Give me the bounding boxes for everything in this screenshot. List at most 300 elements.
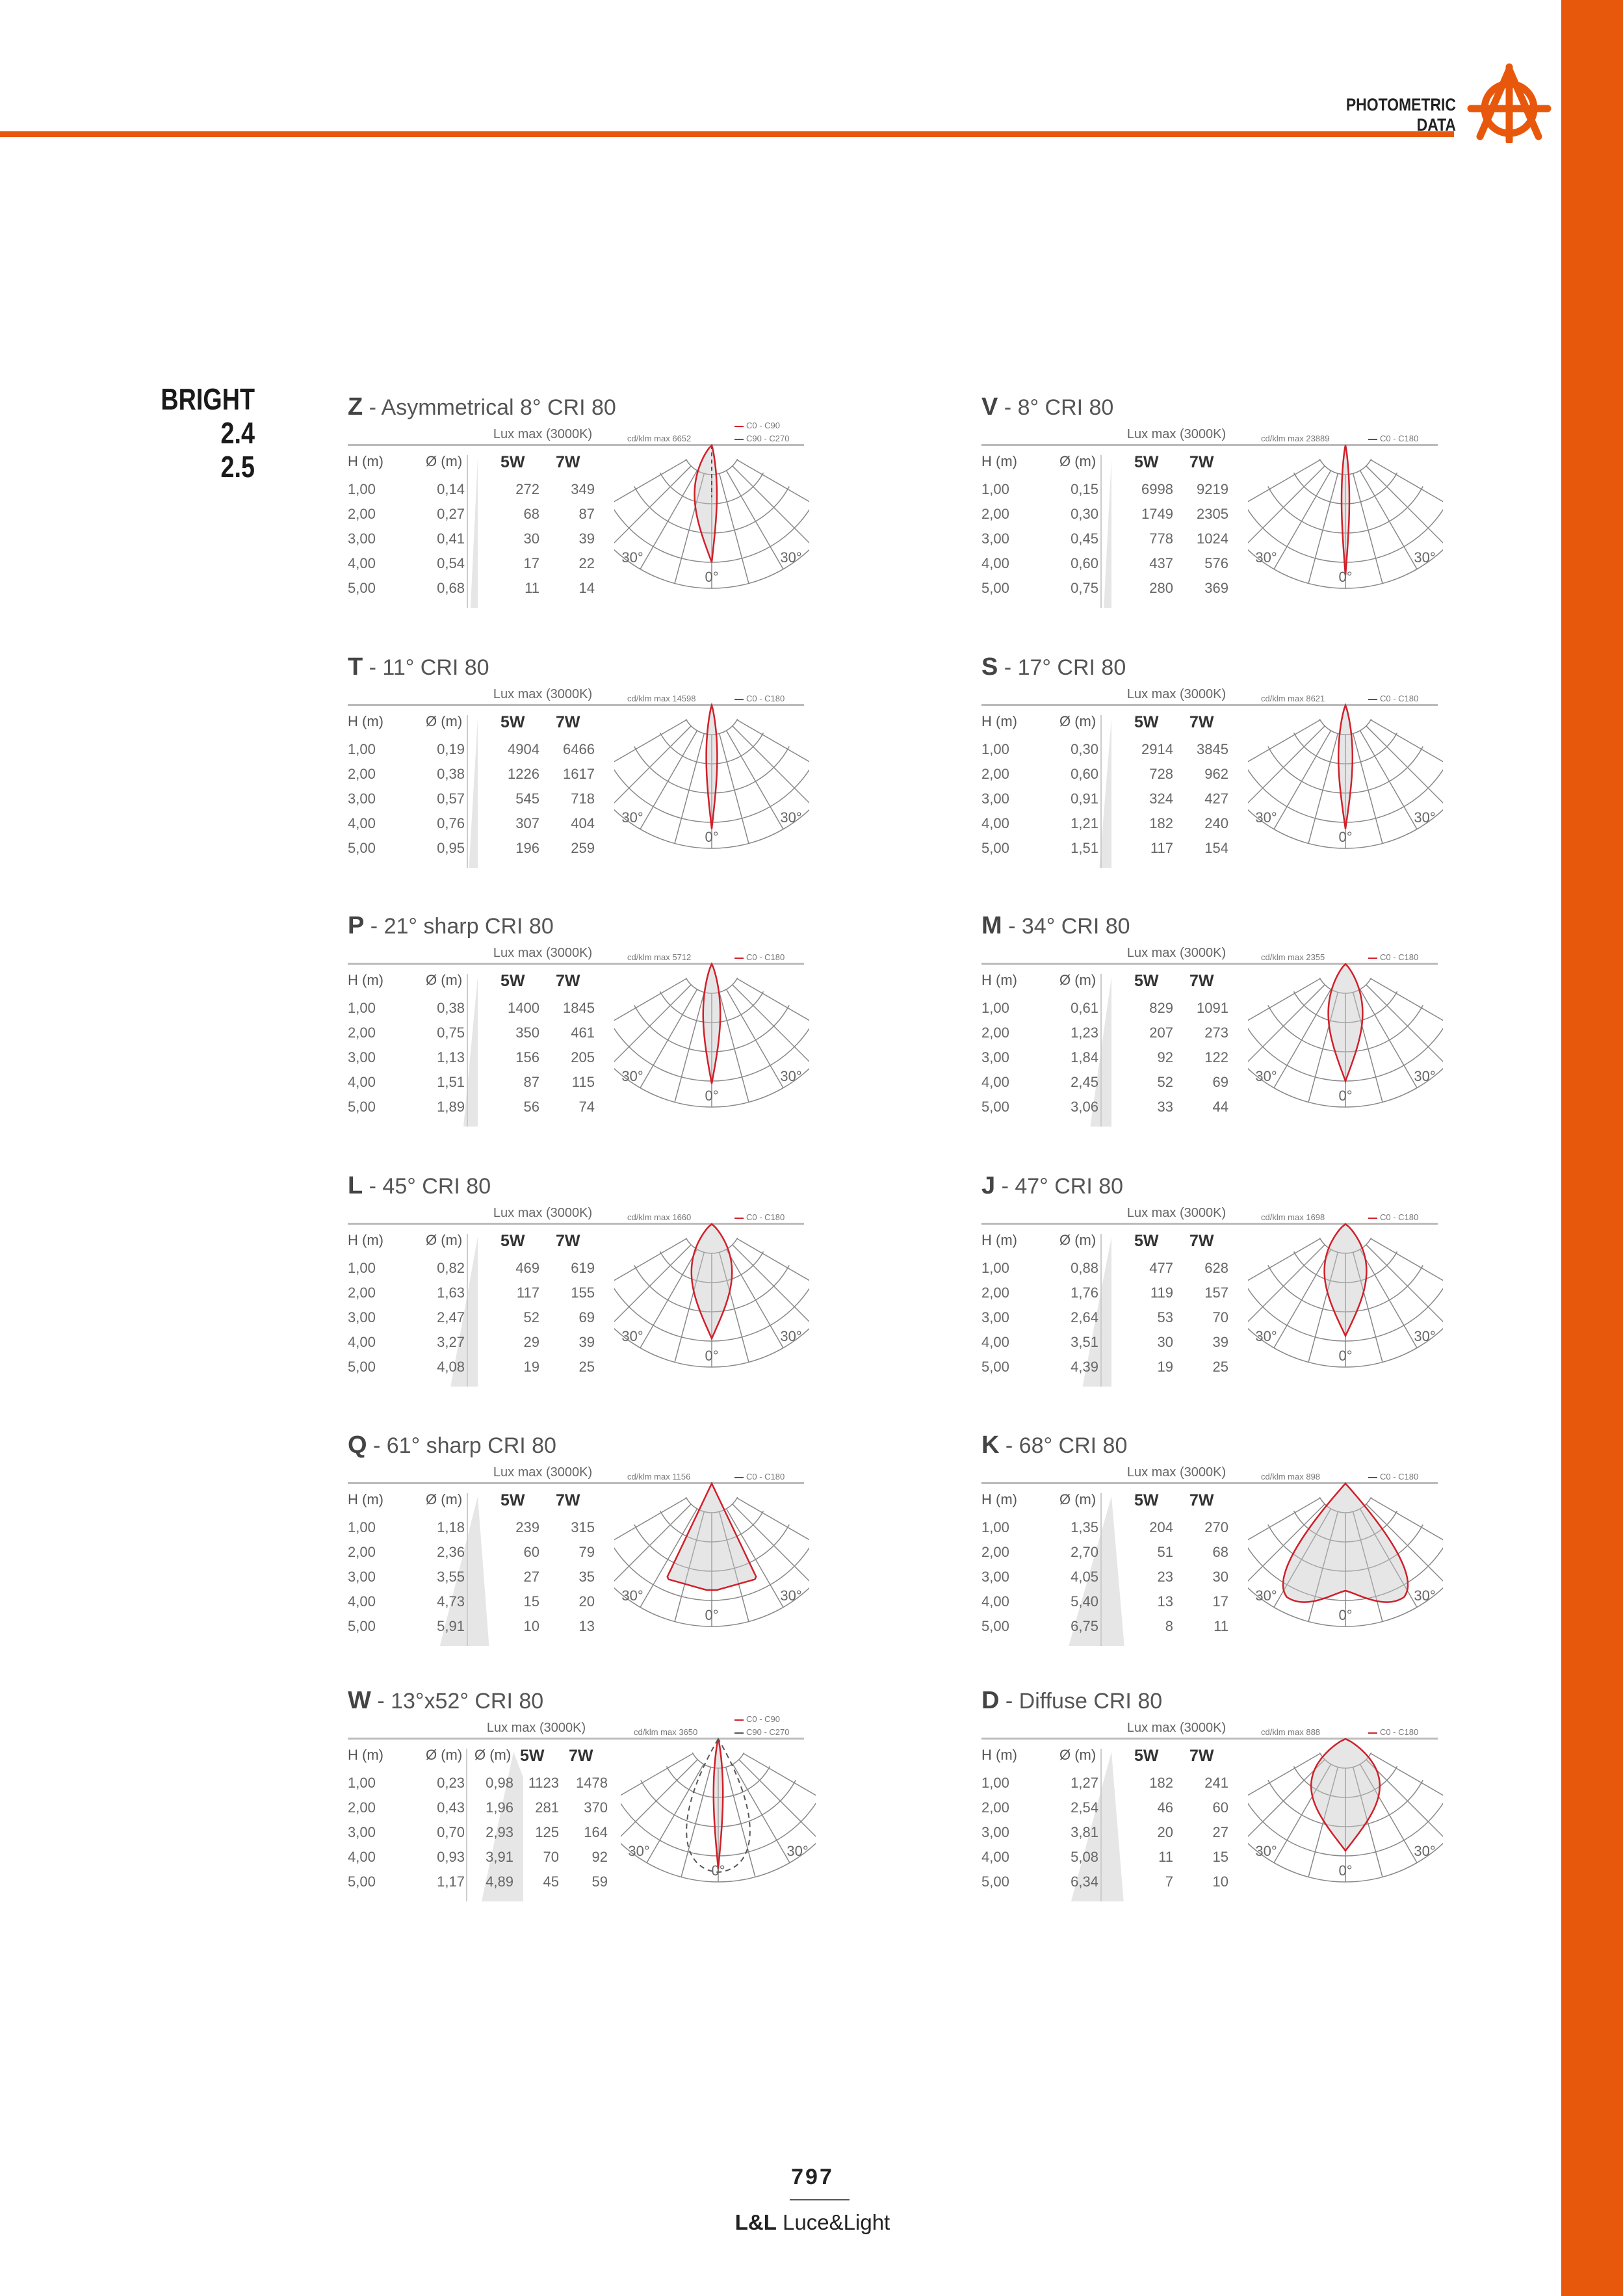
table-cell: 1,00	[981, 1519, 1009, 1535]
table-divider	[1100, 1234, 1102, 1387]
photometric-block-t	[348, 653, 842, 874]
table-cell: 20	[1157, 1824, 1173, 1840]
header-cell: 5W	[500, 1491, 525, 1509]
table-cell: 4,00	[348, 555, 376, 571]
table-cell: 0,91	[1071, 790, 1098, 807]
table-cell: 53	[1157, 1309, 1173, 1325]
page-number-rule	[790, 2199, 850, 2200]
header-cell: 7W	[556, 1232, 580, 1250]
table-rule	[981, 1482, 1249, 1484]
table-cell: 1,00	[981, 1000, 1009, 1016]
angle-label-center: 0°	[705, 1607, 719, 1623]
table-cell: 122	[1204, 1049, 1228, 1065]
table-cell: 4,39	[1071, 1359, 1098, 1375]
legend-item	[1368, 1727, 1418, 1737]
photometric-block-w	[348, 1687, 842, 1908]
table-cell: 2,00	[348, 506, 376, 522]
angle-label-center: 0°	[705, 1348, 719, 1364]
table-divider	[467, 974, 468, 1127]
brand-bold: L&L	[734, 2210, 777, 2234]
grid-ray	[1248, 466, 1325, 547]
legend-item	[1368, 1472, 1418, 1481]
table-cell: 718	[571, 790, 595, 807]
table-cell: 10	[523, 1618, 539, 1634]
table-rule	[348, 1223, 616, 1225]
table-cell: 0,75	[1071, 580, 1098, 596]
grid-ray	[733, 726, 809, 807]
table-cell: 469	[515, 1260, 539, 1276]
header-cell: Ø (m)	[426, 972, 463, 988]
header-cell: H (m)	[348, 1491, 383, 1507]
table-cell: 5,00	[981, 840, 1009, 856]
legend-item	[1368, 694, 1418, 703]
table-cell: 4,00	[348, 1074, 376, 1090]
lux-max-header: Lux max (3000K)	[1126, 946, 1227, 960]
angle-label-right: 30°	[1414, 809, 1436, 826]
angle-label-left: 30°	[1255, 1328, 1277, 1344]
grid-ray	[1366, 726, 1443, 807]
table-divider	[1100, 1493, 1102, 1646]
table-cell: 1,00	[348, 1000, 376, 1016]
table-cell: 5,00	[981, 1873, 1009, 1890]
table-cell: 619	[571, 1260, 595, 1276]
table-cell: 125	[535, 1824, 559, 1840]
page-number: 797	[791, 2165, 834, 2189]
table-cell: 1,00	[348, 1260, 376, 1276]
table-cell: 2,00	[981, 1799, 1009, 1816]
table-cell: 1,63	[437, 1285, 465, 1301]
beam-desc: - Diffuse CRI 80	[999, 1689, 1163, 1714]
angle-label-right: 30°	[1414, 1587, 1436, 1604]
wedge-shape-2	[1111, 1496, 1124, 1646]
beam-desc: - 61° sharp CRI 80	[367, 1433, 556, 1458]
angle-label-right: 30°	[1414, 1068, 1436, 1084]
legend-swatch	[734, 1218, 744, 1219]
table-cell: 1,51	[437, 1074, 465, 1090]
angle-label-right: 30°	[780, 809, 802, 826]
legend-item	[1368, 1212, 1418, 1222]
section-title: PHOTOMETRIC DATA	[1345, 95, 1456, 135]
table-cell: 5,00	[348, 1359, 376, 1375]
polar-diagram	[614, 951, 809, 1127]
photometric-block-p	[348, 912, 842, 1133]
table-cell: 70	[1212, 1309, 1228, 1325]
wedge-shape	[469, 718, 478, 868]
header-cell: H (m)	[348, 972, 383, 988]
header-cell: 7W	[1189, 1232, 1214, 1250]
beam-desc: - Asymmetrical 8° CRI 80	[363, 395, 616, 420]
legend-text: C0 - C180	[1380, 1212, 1419, 1222]
legend-text: C0 - C180	[1380, 434, 1419, 443]
angle-label-left: 30°	[621, 1068, 643, 1084]
wedge-shape-2	[478, 1496, 489, 1646]
legend-swatch	[734, 699, 744, 700]
table-cell: 44	[1212, 1099, 1228, 1115]
angle-label-left: 30°	[621, 1328, 643, 1344]
cd-klm-label: cd/klm max 8621	[1261, 694, 1325, 703]
table-cell: 628	[1204, 1260, 1228, 1276]
cd-klm-label: cd/klm max 6652	[627, 434, 692, 443]
grid-ray	[733, 985, 809, 1065]
table-cell: 5,00	[348, 1099, 376, 1115]
table-cell: 2,00	[981, 1024, 1009, 1041]
photometric-block-k	[981, 1431, 1475, 1652]
table-cell: 22	[578, 555, 595, 571]
grid-ray	[720, 733, 749, 843]
table-cell: 0,38	[437, 1000, 465, 1016]
table-cell: 3,51	[1071, 1334, 1098, 1350]
legend-item	[734, 952, 785, 962]
table-cell: 1091	[1197, 1000, 1228, 1016]
table-cell: 0,60	[1071, 766, 1098, 782]
block-title	[981, 653, 1126, 681]
table-cell: 1,84	[1071, 1049, 1098, 1065]
table-cell: 3,00	[348, 790, 376, 807]
grid-ray	[1248, 1245, 1325, 1325]
table-cell: 45	[543, 1873, 559, 1890]
angle-label-center: 0°	[1338, 1088, 1353, 1104]
table-cell: 239	[515, 1519, 539, 1535]
table-cell: 60	[523, 1544, 539, 1560]
legend-text: C90 - C270	[746, 434, 790, 443]
table-cell: 3,00	[981, 1049, 1009, 1065]
grid-ray	[614, 1245, 691, 1325]
table-rule	[348, 704, 616, 706]
table-cell: 92	[591, 1849, 608, 1865]
lux-max-header: Lux max (3000K)	[486, 1721, 586, 1735]
angle-label-left: 30°	[1255, 549, 1277, 566]
table-cell: 8	[1165, 1618, 1173, 1634]
table-cell: 477	[1149, 1260, 1173, 1276]
legend-swatch	[1368, 1477, 1377, 1478]
table-cell: 0,88	[1071, 1260, 1098, 1276]
table-cell: 11	[1214, 1618, 1228, 1634]
angle-label-right: 30°	[780, 549, 802, 566]
table-cell: 0,19	[437, 741, 465, 757]
table-cell: 11	[1158, 1849, 1173, 1865]
table-cell: 60	[1212, 1799, 1228, 1816]
table-cell: 2,00	[348, 1544, 376, 1560]
table-cell: 0,41	[437, 530, 465, 547]
photometric-block-s	[981, 653, 1475, 874]
beam-desc: - 17° CRI 80	[998, 655, 1126, 680]
cd-klm-label: cd/klm max 1698	[1261, 1212, 1325, 1222]
header-cell: 5W	[500, 453, 525, 471]
table-cell: 74	[578, 1099, 595, 1115]
grid-ray	[614, 466, 691, 547]
header-cell: Ø (m)	[426, 1232, 463, 1248]
header-cell: 5W	[1134, 713, 1159, 731]
block-title	[348, 393, 616, 421]
table-cell: 0,45	[1071, 530, 1098, 547]
table-cell: 4,73	[437, 1593, 465, 1610]
cd-klm-label: cd/klm max 888	[1261, 1727, 1321, 1737]
product-name-line1: BRIGHT 2.4	[161, 382, 255, 450]
header-cell: Ø (m)	[1059, 972, 1097, 988]
table-cell: 3,00	[981, 1309, 1009, 1325]
table-cell: 4,00	[981, 1849, 1009, 1865]
polar-diagram	[1248, 1726, 1443, 1901]
header-cell: 5W	[1134, 1232, 1159, 1250]
table-cell: 39	[1212, 1334, 1228, 1350]
table-cell: 52	[523, 1309, 539, 1325]
table-cell: 19	[523, 1359, 539, 1375]
table-cell: 70	[543, 1849, 559, 1865]
lux-max-header: Lux max (3000K)	[493, 1465, 593, 1480]
polar-diagram	[614, 1470, 809, 1646]
table-cell: 4,00	[981, 815, 1009, 831]
brand-rest: Luce&Light	[776, 2210, 890, 2234]
table-cell: 15	[523, 1593, 539, 1610]
header-cell: 7W	[556, 453, 580, 471]
table-cell: 4,00	[348, 1849, 376, 1865]
beam-curve	[692, 1224, 732, 1338]
table-cell: 3,00	[348, 1309, 376, 1325]
lux-max-header: Lux max (3000K)	[1126, 687, 1227, 701]
table-cell: 0,68	[437, 580, 465, 596]
table-cell: 17	[1212, 1593, 1228, 1610]
table-cell: 30	[1212, 1569, 1228, 1585]
header-cell: Ø (m)	[426, 1747, 463, 1763]
legend-swatch	[1368, 1218, 1377, 1219]
table-cell: 5,00	[981, 580, 1009, 596]
angle-label-center: 0°	[705, 1088, 719, 1104]
table-cell: 92	[1157, 1049, 1173, 1065]
beam-desc: - 8° CRI 80	[998, 395, 1114, 420]
table-cell: 0,27	[437, 506, 465, 522]
header-cell: 7W	[1189, 1491, 1214, 1509]
angle-label-left: 30°	[621, 549, 643, 566]
angle-label-center: 0°	[711, 1862, 725, 1879]
legend-text: C0 - C180	[1380, 1727, 1419, 1737]
angle-label-center: 0°	[1338, 1607, 1353, 1623]
wedge-shape	[463, 977, 478, 1127]
table-cell: 4904	[508, 741, 539, 757]
table-cell: 3845	[1197, 741, 1228, 757]
table-cell: 17	[523, 555, 539, 571]
table-cell: 0,30	[1071, 506, 1098, 522]
table-cell: 30	[523, 530, 539, 547]
angle-label-right: 30°	[1414, 1328, 1436, 1344]
header-cell: 7W	[556, 713, 580, 731]
side-accent-bar	[1561, 0, 1623, 2296]
grid-ray	[1248, 726, 1325, 807]
table-cell: 2914	[1141, 741, 1173, 757]
table-cell: 5,00	[981, 1359, 1009, 1375]
grid-ray	[1353, 733, 1383, 843]
block-title	[348, 653, 489, 681]
cd-klm-label: cd/klm max 14598	[627, 694, 696, 703]
grid-ray	[726, 1767, 755, 1877]
grid-ray	[1308, 733, 1338, 843]
table-cell: 68	[523, 506, 539, 522]
polar-diagram	[614, 432, 809, 608]
beam-curve	[707, 705, 718, 829]
legend-swatch	[1368, 699, 1377, 700]
legend-swatch	[734, 1732, 744, 1734]
table-cell: 3,00	[348, 1569, 376, 1585]
table-cell: 1024	[1197, 530, 1228, 547]
legend-swatch	[1368, 958, 1377, 959]
table-cell: 3,06	[1071, 1099, 1098, 1115]
header-cell: 7W	[1189, 453, 1214, 471]
table-cell: 2,45	[1071, 1074, 1098, 1090]
table-cell: 1,00	[981, 1260, 1009, 1276]
table-cell: 46	[1157, 1799, 1173, 1816]
header-cell: 5W	[500, 972, 525, 990]
angle-label-left: 30°	[1255, 1843, 1277, 1859]
table-cell: 1,89	[437, 1099, 465, 1115]
polar-diagram	[1248, 1211, 1443, 1387]
table-cell: 272	[515, 481, 539, 497]
grid-ray	[1248, 985, 1325, 1065]
table-cell: 1,13	[437, 1049, 465, 1065]
beam-desc: - 68° CRI 80	[999, 1433, 1128, 1458]
lux-max-header: Lux max (3000K)	[493, 427, 593, 441]
table-rule	[981, 963, 1249, 965]
table-cell: 7	[1165, 1873, 1173, 1890]
table-cell: 10	[1212, 1873, 1228, 1890]
angle-label-left: 30°	[1255, 1068, 1277, 1084]
table-cell: 1,17	[437, 1873, 465, 1890]
header-cell: H (m)	[981, 972, 1017, 988]
table-cell: 2,00	[348, 1799, 376, 1816]
table-cell: 1,23	[1071, 1024, 1098, 1041]
header-cell: Ø (m)	[426, 713, 463, 729]
legend-item	[734, 1472, 785, 1481]
table-cell: 0,57	[437, 790, 465, 807]
table-cell: 154	[1204, 840, 1228, 856]
header-cell: H (m)	[348, 453, 383, 469]
table-cell: 1,21	[1071, 815, 1098, 831]
polar-diagram	[1248, 951, 1443, 1127]
table-rule	[348, 963, 616, 965]
block-title	[348, 1687, 543, 1715]
table-cell: 0,60	[1071, 555, 1098, 571]
header-cell: H (m)	[981, 713, 1017, 729]
table-cell: 1,76	[1071, 1285, 1098, 1301]
beam-desc: - 13°x52° CRI 80	[370, 1689, 544, 1714]
polar-diagram	[1248, 432, 1443, 608]
table-rule	[981, 1223, 1249, 1225]
header-cell: 7W	[1189, 1747, 1214, 1765]
table-cell: 2,54	[1071, 1799, 1098, 1816]
angle-label-right: 30°	[780, 1328, 802, 1344]
table-cell: 2,93	[486, 1824, 513, 1840]
table-cell: 11	[525, 580, 539, 596]
beam-code: V	[981, 393, 998, 421]
header-cell: 5W	[1134, 1747, 1159, 1765]
table-divider	[1100, 715, 1102, 868]
grid-ray	[720, 992, 749, 1102]
table-cell: 5,00	[348, 580, 376, 596]
beam-code: Q	[348, 1431, 367, 1459]
table-cell: 2,00	[348, 1285, 376, 1301]
table-cell: 2,36	[437, 1544, 465, 1560]
block-title	[348, 1431, 556, 1459]
angle-label-right: 30°	[1414, 549, 1436, 566]
wedge-shape	[471, 458, 478, 608]
legend-swatch	[734, 1719, 744, 1721]
header-cell: Ø (m)	[426, 1491, 463, 1507]
table-cell: 0,93	[437, 1849, 465, 1865]
table-cell: 315	[571, 1519, 595, 1535]
table-cell: 4,00	[981, 555, 1009, 571]
table-rule	[981, 1738, 1249, 1740]
table-divider	[467, 1493, 468, 1646]
legend-item	[1368, 952, 1418, 962]
table-cell: 29	[523, 1334, 539, 1350]
legend-swatch	[734, 426, 744, 427]
table-cell: 69	[578, 1309, 595, 1325]
table-cell: 0,23	[437, 1775, 465, 1791]
beam-curve	[1329, 964, 1363, 1081]
beam-code: D	[981, 1687, 1000, 1714]
angle-label-center: 0°	[705, 829, 719, 845]
table-cell: 5,40	[1071, 1593, 1098, 1610]
table-divider	[467, 715, 468, 868]
table-cell: 240	[1204, 815, 1228, 831]
angle-label-right: 30°	[1414, 1843, 1436, 1859]
cd-klm-label: cd/klm max 898	[1261, 1472, 1321, 1481]
table-cell: 4,00	[981, 1334, 1009, 1350]
beam-code: J	[981, 1172, 996, 1199]
table-cell: 280	[1149, 580, 1173, 596]
legend-text: C0 - C180	[1380, 694, 1419, 703]
header-cell: 5W	[500, 713, 525, 731]
table-cell: 39	[578, 530, 595, 547]
table-rule	[981, 704, 1249, 706]
wedge-shape-2	[1111, 1752, 1124, 1901]
beam-curve	[1342, 445, 1349, 575]
beam-desc: - 47° CRI 80	[995, 1174, 1124, 1199]
block-title	[348, 912, 554, 940]
table-cell: 2305	[1197, 506, 1228, 522]
table-cell: 1,00	[981, 741, 1009, 757]
beam-code: L	[348, 1172, 363, 1199]
polar-diagram	[621, 1726, 816, 1901]
table-cell: 1,18	[437, 1519, 465, 1535]
beam-code: S	[981, 653, 998, 681]
table-cell: 1,27	[1071, 1775, 1098, 1791]
table-cell: 6,34	[1071, 1873, 1098, 1890]
header-cell: H (m)	[348, 1232, 383, 1248]
table-cell: 205	[571, 1049, 595, 1065]
header-cell: 5W	[520, 1747, 545, 1765]
table-cell: 59	[591, 1873, 608, 1890]
angle-label-right: 30°	[780, 1587, 802, 1604]
table-cell: 461	[571, 1024, 595, 1041]
table-divider	[1100, 1749, 1102, 1901]
header-rule	[0, 131, 1454, 137]
table-cell: 1,35	[1071, 1519, 1098, 1535]
legend-text: C0 - C180	[746, 1212, 785, 1222]
table-cell: 14	[578, 580, 595, 596]
table-divider	[1100, 455, 1102, 608]
table-cell: 4,00	[348, 815, 376, 831]
table-cell: 117	[1150, 840, 1173, 856]
legend-item	[734, 1714, 780, 1724]
table-cell: 350	[515, 1024, 539, 1041]
cd-klm-label: cd/klm max 1156	[627, 1472, 691, 1481]
table-cell: 5,00	[348, 1873, 376, 1890]
header-cell: H (m)	[348, 1747, 383, 1763]
table-cell: 3,00	[348, 1049, 376, 1065]
photometric-block-z	[348, 393, 842, 614]
beam-code: M	[981, 912, 1002, 939]
table-cell: 3,00	[981, 1824, 1009, 1840]
legend-text: C0 - C180	[746, 694, 785, 703]
